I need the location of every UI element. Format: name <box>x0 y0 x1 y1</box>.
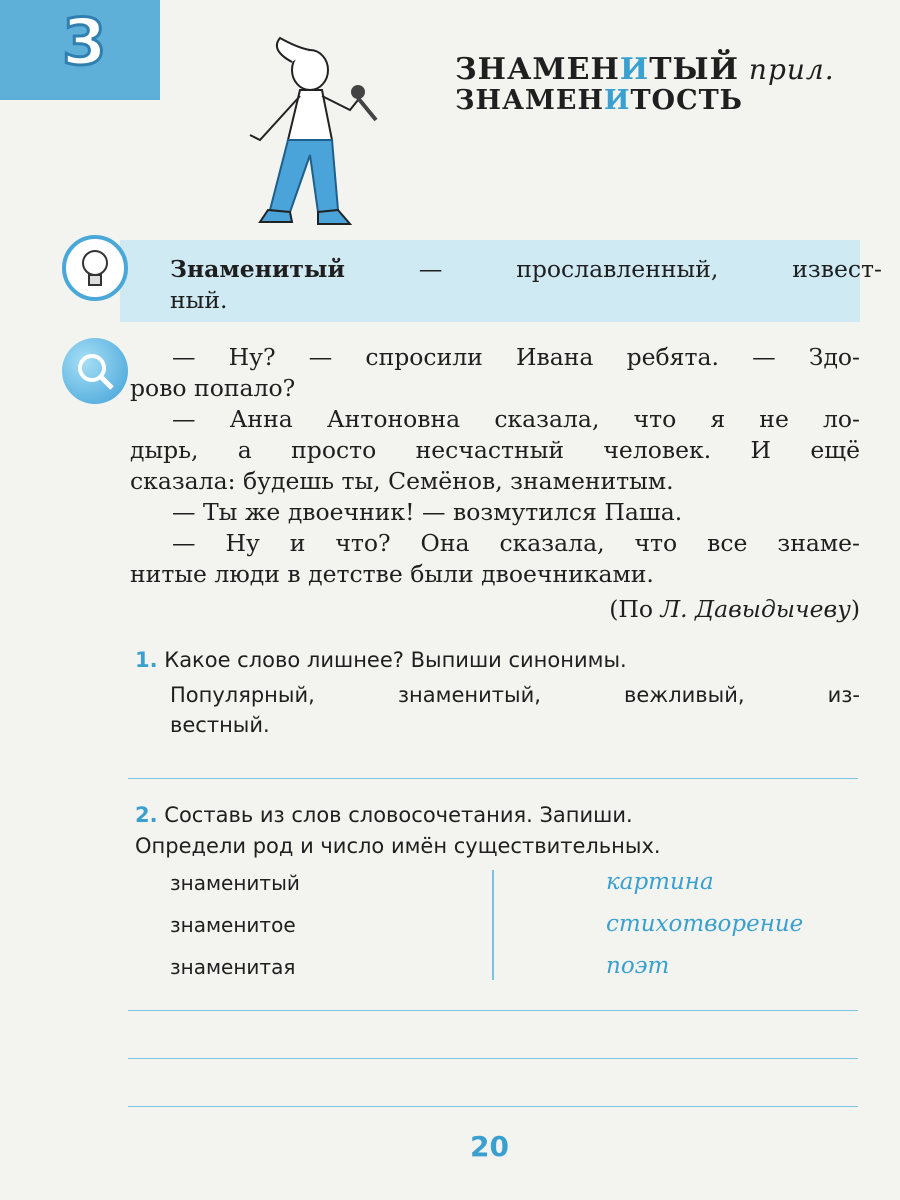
noun: поэт <box>606 953 670 979</box>
source-suffix: ) <box>850 595 860 623</box>
vocab-derived-word <box>455 85 835 116</box>
task-2-number: 2. <box>135 803 158 827</box>
story-line: нитые люди в детстве были двоечниками. <box>130 560 654 588</box>
derived-word-end: ТОСТЬ <box>630 85 743 116</box>
story-text <box>130 342 860 625</box>
vocab-word-start: ЗНАМЕН <box>455 52 620 87</box>
lightbulb-icon <box>62 235 128 301</box>
adjective-list <box>170 868 300 994</box>
definition-term: Знаменитый <box>170 255 345 283</box>
task-1-words-line: Популярный, знаменитый, вежливый, из- <box>170 683 860 707</box>
task-1 <box>135 645 855 676</box>
derived-word-start: ЗНАМЕН <box>455 85 604 116</box>
column-divider <box>492 870 494 980</box>
task-2 <box>135 800 835 862</box>
noun-list <box>606 866 803 992</box>
source-author: Л. Давыдычеву <box>660 595 851 623</box>
story-line: рово попало? <box>130 374 296 402</box>
task-1-words <box>170 680 860 740</box>
unit-number: 3 <box>62 6 107 80</box>
story-source <box>130 594 860 625</box>
part-of-speech: прил. <box>748 53 835 86</box>
vocab-word-end: ТЫЙ <box>649 52 739 87</box>
adjective: знаменитый <box>170 871 300 895</box>
vocab-word-stress: И <box>619 52 650 87</box>
magnifier-icon <box>62 338 128 404</box>
story-line: сказала: будешь ты, Семёнов, знаменитым. <box>130 467 674 495</box>
girl-with-microphone-illustration <box>240 30 410 230</box>
noun: стихотворение <box>606 911 804 937</box>
source-prefix: (По <box>609 595 661 623</box>
page-number: 20 <box>470 1130 509 1163</box>
answer-line[interactable] <box>128 1010 858 1011</box>
story-line: — Анна Антоновна сказала, что я не ло- <box>172 405 860 433</box>
adjective: знаменитое <box>170 913 296 937</box>
task-1-words-line: вестный. <box>170 713 270 737</box>
task-1-number: 1. <box>135 648 158 672</box>
definition-body: — прославленный, извест- <box>418 255 882 283</box>
definition-text <box>170 254 882 316</box>
story-line: дырь, а просто несчастный человек. И ещё <box>130 436 860 464</box>
story-line: — Ну и что? Она сказала, что все знаме- <box>172 529 860 557</box>
answer-line[interactable] <box>128 1058 858 1059</box>
vocab-word <box>455 52 835 87</box>
noun: картина <box>606 869 714 895</box>
answer-line[interactable] <box>128 1106 858 1107</box>
task-2-text-line2: Определи род и число имён существительных. <box>135 834 661 858</box>
definition-body-line2: ный. <box>170 286 228 314</box>
task-2-text-line1: Составь из слов словосочетания. Запиши. <box>164 803 633 827</box>
derived-word-stress: И <box>603 85 631 116</box>
story-line: — Ну? — спросили Ивана ребята. — Здо- <box>172 343 860 371</box>
story-line: — Ты же двоечник! — возмутился Паша. <box>172 498 683 526</box>
vocabulary-header <box>455 52 835 116</box>
answer-line[interactable] <box>128 778 858 779</box>
task-1-text: Какое слово лишнее? Выпиши синонимы. <box>164 648 627 672</box>
adjective: знаменитая <box>170 955 296 979</box>
